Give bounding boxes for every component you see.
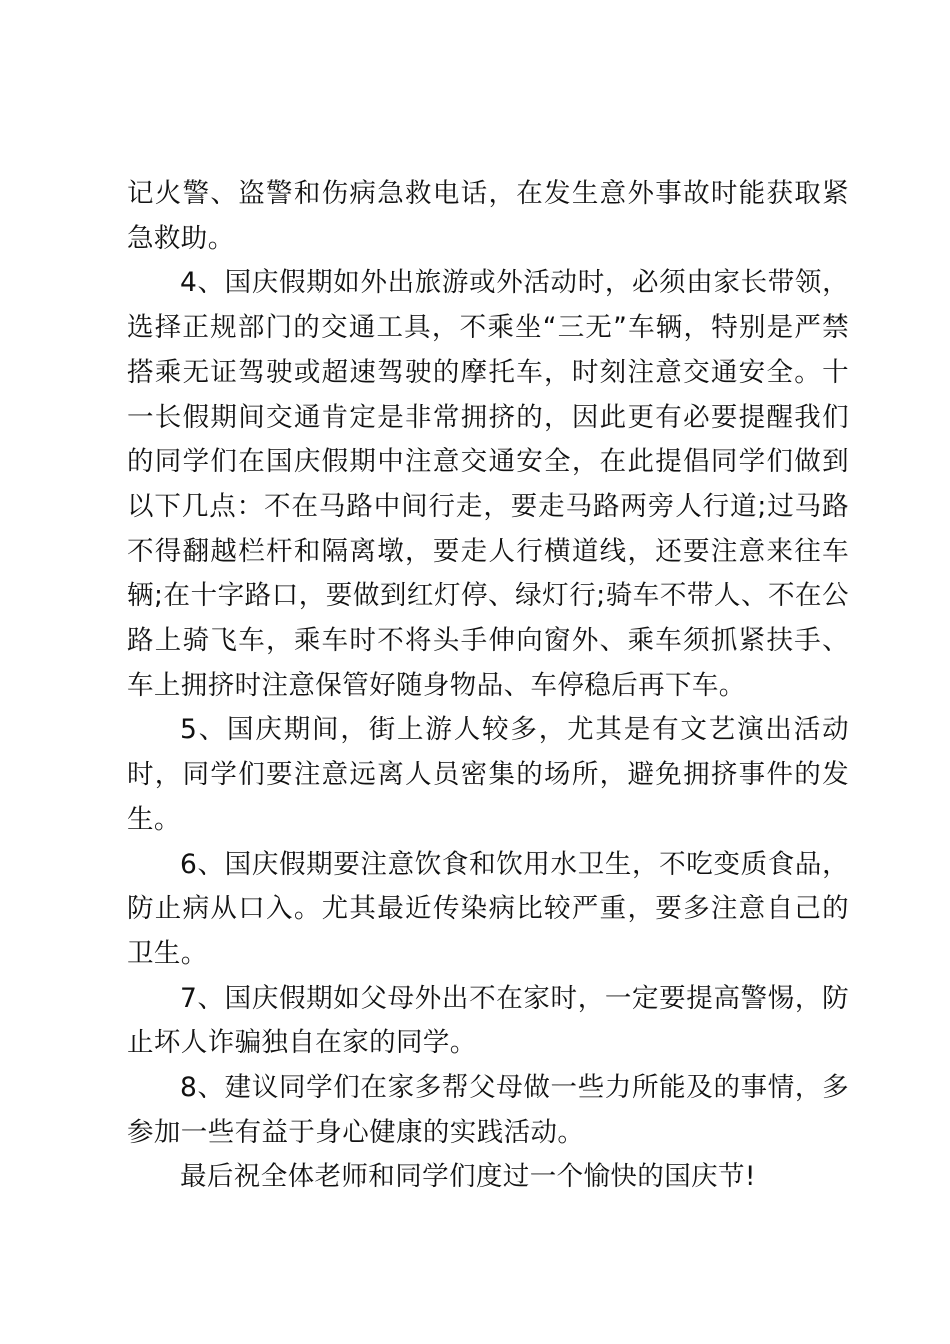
document-body — [127, 172, 849, 1200]
paragraph-item-5: 5、国庆期间，街上游人较多，尤其是有文艺演出活动时，同学们要注意远离人员密集的场所，避免拥挤事件的发生。 — [127, 714, 849, 835]
paragraph-closing: 最后祝全体老师和同学们度过一个愉快的国庆节! — [180, 1161, 756, 1193]
paragraph-item-7: 7、国庆假期如父母外出不在家时，一定要提高警惕，防止坏人诈骗独自在家的同学。 — [127, 982, 849, 1059]
paragraph-item-4: 4、国庆假期如外出旅游或外活动时，必须由家长带领，选择正规部门的交通工具，不乘坐“三无”车辆，特别是严禁搭乘无证驾驶或超速驾驶的摩托车，时刻注意交通安全。十一长假期间交通肯定是非常拥挤的，因此更有必要提醒我们的同学们在国庆假期中注意交通安全，在此提倡同学们做到以下几点：不在马路中间行走，要走马路两旁人行道;过马路不得翻越栏杆和隔离墩，要走人行横道线，还要注意来往车辆;在十字路口，要做到红灯停、绿灯行;骑车不带人、不在公路上骑飞车，乘车时不将头手伸向窗外、乘车须抓紧扶手、车上拥挤时注意保管好随身物品、车停稳后再下车。 — [127, 267, 849, 701]
paragraph-continuation: 记火警、盗警和伤病急救电话，在发生意外事故时能获取紧急救助。 — [127, 178, 849, 254]
paragraph-item-6: 6、国庆假期要注意饮食和饮用水卫生，不吃变质食品，防止病从口入。尤其最近传染病比较严重，要多注意自己的卫生。 — [127, 848, 849, 969]
paragraph-item-8: 8、建议同学们在家多帮父母做一些力所能及的事情，多参加一些有益于身心健康的实践活动。 — [127, 1072, 849, 1148]
